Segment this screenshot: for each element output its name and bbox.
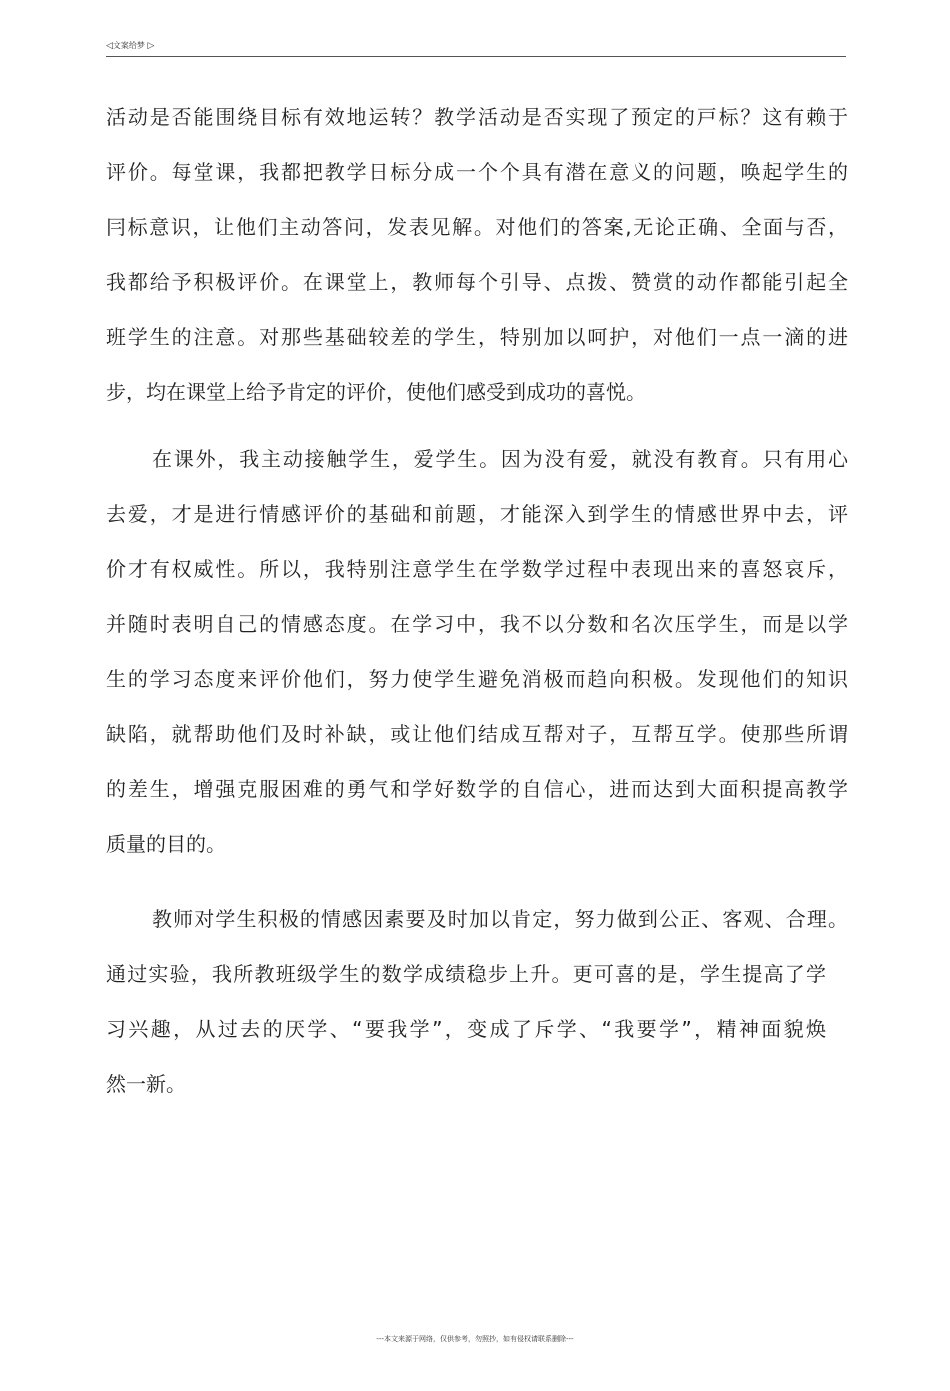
text-line: 的差生，增强克服困难的勇气和学好数学的自信心，进而达到大面积提高教学	[106, 777, 848, 801]
text-line: 步，均在课堂上给予肯定的评价，使他们感受到成功的喜悦。	[106, 380, 646, 404]
paragraph-1	[106, 90, 848, 420]
text-line: 并随时表明自己的情感态度。在学习中，我不以分数和名次压学生，而是以学	[106, 612, 848, 636]
text-line: 去爱，才是进行情感评价的基础和前题，才能深入到学生的情感世界中去，评	[106, 502, 848, 526]
text-line: 质量的目的。	[106, 832, 226, 856]
text-line: 生的学习态度来评价他们，努力使学生避免消极而趋向积极。发现他们的知识	[106, 667, 848, 691]
text-line: 通过实验，我所教班级学生的数学成绩稳步上升。更可喜的是，学生提高了学	[106, 962, 826, 986]
paragraph-3	[106, 892, 848, 1112]
text-line: 缺陷，就帮助他们及时补缺，或让他们结成互帮对子，互帮互学。使那些所谓	[106, 722, 848, 746]
text-line: 价才有权威性。所以，我特别注意学生在学数学过程中表现出来的喜怒哀斥，	[106, 557, 848, 581]
text-line: 教师对学生积极的情感因素要及时加以肯定，努力做到公正、客观、合理。	[152, 907, 848, 931]
header-brand	[106, 40, 154, 52]
text-line: 然一新。	[106, 1072, 186, 1096]
document-body	[106, 90, 848, 1112]
brand-name: 文案给梦	[112, 41, 145, 50]
text-line: 在课外，我主动接触学生，爱学生。因为没有爱，就没有教育。只有用心	[152, 447, 848, 471]
page-header	[106, 40, 846, 57]
text-line: 冃标意识，让他们主动答问，发表见解。对他们的答案,无论正确、全面与否，	[106, 215, 848, 239]
text-line: 评价。每堂课，我都把教学日标分成一个个具有潜在意义的问题，唤起学生的	[106, 160, 848, 184]
text-line: 班学生的注意。对那些基础较差的学生，特别加以呵护，对他们一点一滴的进	[106, 325, 848, 349]
text-line: 习兴趣，从过去的厌学、“要我学”，变成了斥学、“我要学”，精神面貌焕	[106, 1017, 826, 1041]
paragraph-2	[106, 432, 848, 872]
left-triangle-icon: ◁	[106, 41, 113, 51]
right-triangle-icon: ▷	[147, 41, 155, 51]
text-line: 我都给予积极评价。在课堂上，教师每个引导、点拨、赞赏的动作都能引起全	[106, 270, 848, 294]
page-footer: ---本文来源于网络，仅供参考，勿照抄，如有侵权请联系删除---	[376, 1335, 574, 1343]
text-line: 活动是否能围绕目标有效地运转？教学活动是否实现了预定的戸标？这有赖于	[106, 105, 848, 129]
